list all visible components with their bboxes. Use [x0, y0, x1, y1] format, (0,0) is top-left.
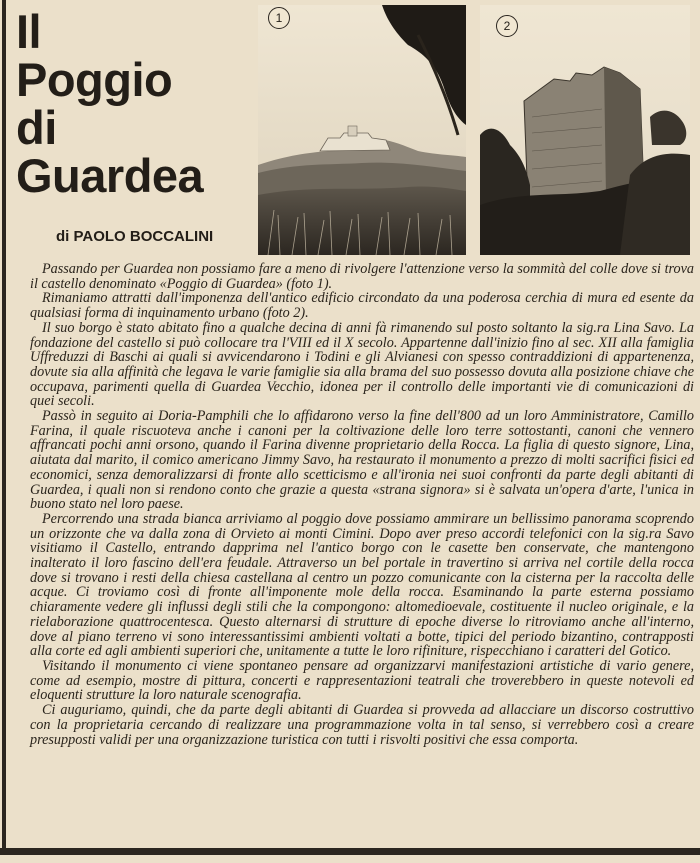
photo-2-number-badge: 2	[496, 15, 518, 37]
article-paragraph: Ci auguriamo, quindi, che da parte degli abitanti di Guardea si provveda ad allacciare un discorso costruttivo con la proprietaria cercando di realizzare una programmazione volta in tal senso, si verrebbero così a creare presupposti validi per una organizzazione turistica con tutti i risvolti positivi che essa comporta.	[30, 702, 694, 748]
article-headline	[16, 5, 246, 202]
article-paragraph: Passando per Guardea non possiamo fare a meno di rivolgere l'attenzione verso la sommità del colle dove si trova il castello denominato «Poggio di Guardea» (foto 1).	[30, 261, 694, 292]
article-paragraph: Il suo borgo è stato abitato fino a qualche decina di anni fà rimanendo sul posto soltanto la sig.ra Lina Savo. La fondazione del castello si può collocare tra l'VIII ed il X secolo. Appartenne dall'inizio fino al sec. XII alla famiglia Uffreduzzi di Baschi ai quali si avvicendarono i Todini e gli Alvianesi con spesso contraddizioni di appartenenza, dovute sia alla affinità che legava le varie famiglie sia alla brama del suo possesso dovuta alla posizione chiave che occupava, parimenti quella di Guardea Vecchio, idonea per il controllo delle importanti vie di comunicazioni di quei secoli.	[30, 319, 694, 410]
headline-line-1: Il	[16, 5, 42, 58]
headline-line-4: Guardea	[16, 149, 204, 202]
left-column-rule	[2, 0, 6, 848]
bottom-rule	[0, 848, 700, 855]
article-byline: di PAOLO BOCCALINI	[56, 228, 214, 245]
article-body	[30, 262, 694, 747]
article-paragraph: Passò in seguito ai Doria-Pamphili che lo affidarono verso la fine dell'800 ad un loro Amministratore, Camillo Farina, il quale riscuoteva anche i canoni per la coltivazione delle loro terre sottostanti, canoni che vennero affrancati pochi anni orsono, quando il Farina divenne proprietario della Rocca. La figlia di questo signore, Lina, aiutata dal marito, il comico americano Jimmy Savo, ha restaurato il monumento a prezzo di molti sacrifici fisici ed economici, senza demoralizzarsi di fronte allo scetticismo e all'ironia nei suoi confronti da parte degli abitanti di Guardea, i quali non si rendono conto che grazie a questa «strana signora» si è salvata un'opera d'arte, l'unica in buono stato nel loro paese.	[30, 408, 694, 513]
headline-line-2: Poggio	[16, 53, 173, 106]
photo-1-landscape-image	[258, 5, 466, 255]
article-paragraph: Percorrendo una strada bianca arriviamo al poggio dove possiamo ammirare un bellissimo panorama scoprendo un orizzonte che va dalla zona di Orvieto ai monti Cimini. Dopo aver preso accordi telefonici con la sig.ra Savo visitiamo il Castello, entrando dapprima nel l'antico borgo con le casette ben conservate, che mantengono inalterato il loro fascino dell'era feudale. Attraverso un bel portale in travertino si arriva nel cortile della rocca dove si trovano i resti della chiesa castellana al centro un pozzo comunicante con la cisterna per la raccolta delle acque. Ci troviamo così di fronte all'imponente mole della rocca. Esaminando la parte esterna possiamo chiaramente vedere gli influssi degli stili che la compongono: altomedioevale, costituente il nucleo originale, e la rielaborazione quattrocentesca. Questo alternarsi di strutture di epoche diverse lo ritroviamo anche all'interno, dove al piano terreno vi sono interessantissimi ambienti voltati a botte, tipici del periodo bizantino, contrapposti alla corte ed agli ambienti superiori che, unitamente a tutte le loro rifiniture, rispecchiano i caratteri del Gotico.	[30, 510, 694, 660]
photo-1-number-badge: 1	[268, 7, 290, 29]
photo-1	[258, 5, 466, 255]
photo-2-tower-image	[480, 5, 690, 255]
article-paragraph: Rimaniamo attratti dall'imponenza dell'antico edificio circondato da una poderosa cerchia di mura ed esente da qualsiasi forma di inquinamento urbano (foto 2).	[30, 290, 694, 322]
headline-line-3: di	[16, 101, 57, 154]
article-paragraph: Visitando il monumento ci viene spontaneo pensare ad organizzarvi manifestazioni artistiche di vario genere, come ad esempio, mostre di pittura, concerti e rappresentazioni teatrali che troverebbero in queste notevoli ed eloquenti strutture la loro naturale scenografia.	[30, 657, 694, 704]
photo-2	[480, 5, 690, 255]
